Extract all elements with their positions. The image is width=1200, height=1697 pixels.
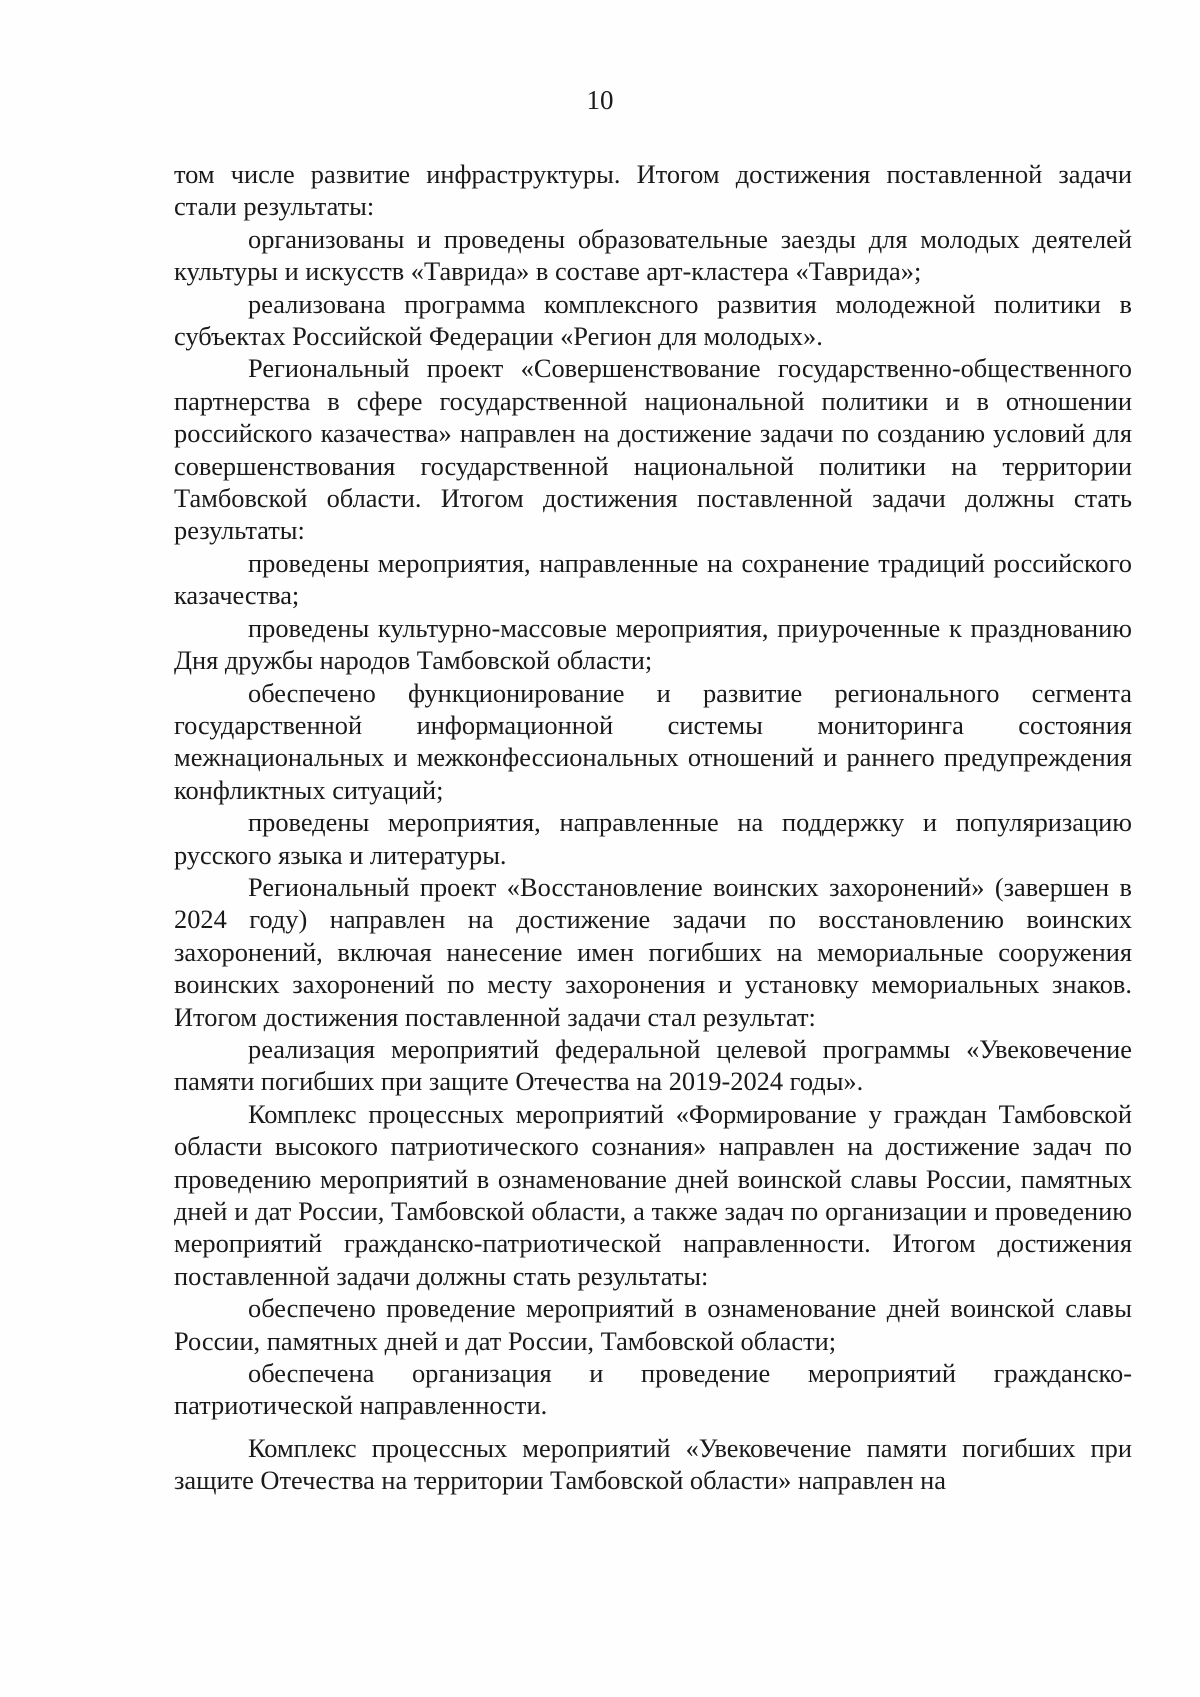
paragraph: реализована программа комплексного развития молодежной политики в субъектах Российской Федерации «Регион для молодых». — [174, 288, 1132, 352]
paragraph: проведены мероприятия, направленные на поддержку и популяризацию русского языка и литературы. — [174, 807, 1132, 870]
paragraph: Комплекс процессных мероприятий «Формирование у граждан Тамбовской области высокого патриотического сознания» направлен на достижение задач по проведению мероприятий в ознаменование дней воинской славы России, памятных дней и дат России, Тамбовской области, а также задач по организации и проведению мероприятий гражданско-патриотической направленности. Итогом достижения поставленной задачи должны стать результаты: — [174, 1098, 1132, 1291]
paragraph: организованы и проведены образовательные заезды для молодых деятелей культуры и искусств «Таврида» в составе арт-кластера «Таврида»; — [174, 223, 1132, 287]
document-body — [174, 158, 1132, 1497]
paragraph: том числе развитие инфраструктуры. Итогом достижения поставленной задачи стали результаты: — [174, 159, 1132, 222]
paragraph: Комплекс процессных мероприятий «Увековечение памяти погибших при защите Отечества на территории Тамбовской области» направлен на — [174, 1432, 1132, 1496]
paragraph: обеспечено проведение мероприятий в ознаменование дней воинской славы России, памятных дней и дат России, Тамбовской области; — [174, 1293, 1132, 1356]
paragraph: Региональный проект «Восстановление воинских захоронений» (завершен в 2024 году) направлен на достижение задачи по восстановлению воинских захоронений, включая нанесение имен погибших на мемориальные сооружения воинских захоронений по месту захоронения и установку мемориальных знаков. Итогом достижения поставленной задачи стал результат: — [174, 871, 1132, 1032]
paragraph: проведены мероприятия, направленные на сохранение традиций российского казачества; — [174, 547, 1132, 611]
page-number: 10 — [586, 85, 614, 115]
paragraph: обеспечена организация и проведение мероприятий гражданско-патриотической направленности. — [174, 1358, 1132, 1421]
paragraph: обеспечено функционирование и развитие регионального сегмента государственной информационной системы мониторинга состояния межнациональных и межконфессиональных отношений и раннего предупреждения конфликтных ситуаций; — [174, 677, 1132, 805]
paragraph: проведены культурно-массовые мероприятия, приуроченные к празднованию Дня дружбы народов Тамбовской области; — [174, 612, 1132, 676]
paragraph: реализация мероприятий федеральной целевой программы «Увековечение памяти погибших при защите Отечества на 2019-2024 годы». — [174, 1033, 1132, 1097]
paragraph: Региональный проект «Совершенствование государственно-общественного партнерства в сфере государственной национальной политики и в отношении российского казачества» направлен на достижение задачи по созданию условий для совершенствования государственной национальной политики на территории Тамбовской области. Итогом достижения поставленной задачи должны стать результаты: — [174, 353, 1132, 546]
